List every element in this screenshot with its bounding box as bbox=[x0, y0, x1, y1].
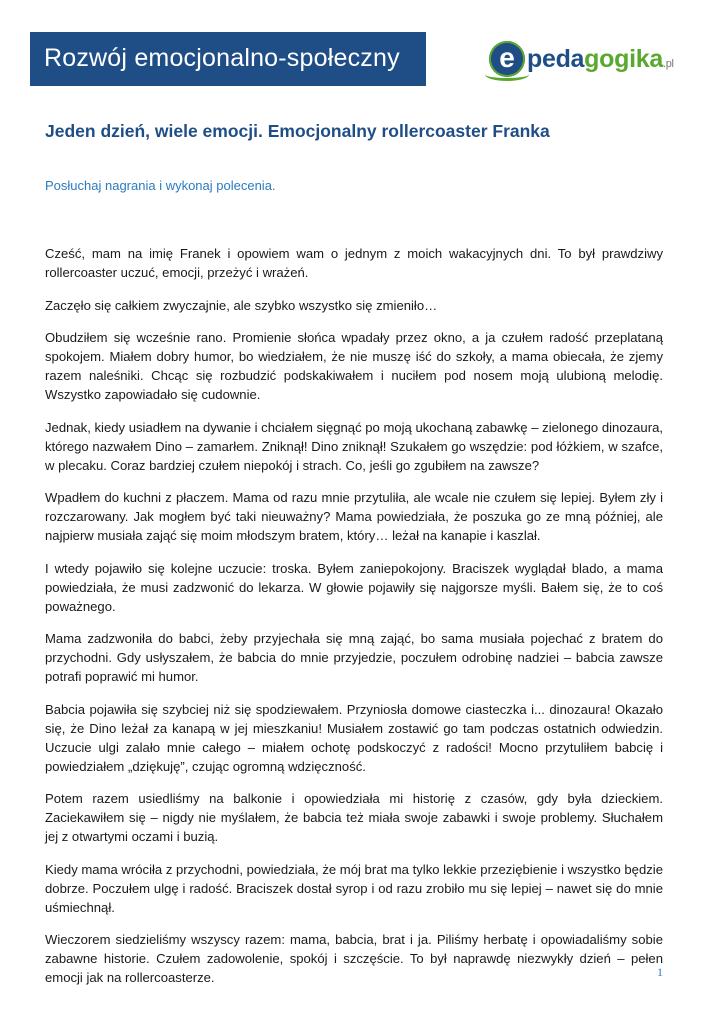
story-paragraph: Obudziłem się wcześnie rano. Promienie słońca wpadały przez okno, a ja czułem radość przeplataną spokojem. Miałem dobry humor, bo wiedziałem, że nie muszę iść do szkoły, a mama obiecała, że zjemy razem naleśniki. Chcąc się rozbudzić podskakiwałem i nuciłem pod nosem moją ulubioną melodię. Wszystko zapowiadało się cudownie. bbox=[45, 330, 663, 402]
epedagogika-logo bbox=[489, 41, 689, 81]
story-paragraph: Mama zadzwoniła do babci, żeby przyjechała się mną zająć, bo sama musiała pojechać z bratem do przychodni. Gdy usłyszałem, że babcia do mnie przyjedzie, poczułem odrobinę nadziei – babcia zawsze potrafi poprawić mi humor. bbox=[45, 631, 663, 684]
story-paragraph: Jednak, kiedy usiadłem na dywanie i chciałem sięgnąć po moją ukochaną zabawkę – zielonego dinozaura, którego nazwałem Dino – zamarłem. Zniknął! Dino zniknął! Szukałem go wszędzie: pod łóżkiem, w szafce, w plecaku. Coraz bardziej czułem niepokój i strach. Co, jeśli go zgubiłem na zawsze? bbox=[45, 419, 663, 473]
page-number: 1 bbox=[657, 965, 663, 979]
story-paragraph: Kiedy mama wróciła z przychodni, powiedziała, że mój brat ma tylko lekkie przeziębienie i wszystko będzie dobrze. Poczułem ulgę i radość. Braciszek dostał syrop i od razu zrobiło mu się lepiej – nawet się do mnie uśmiechnął. bbox=[45, 861, 663, 915]
story-paragraph: Wieczorem siedzieliśmy wszyscy razem: mama, babcia, brat i ja. Piliśmy herbatę i opowiadaliśmy sobie zabawne historie. Czułem zadowolenie, spokój i szczęście. To był naprawdę niezwykły dzień – pełen emocji jak na rollercoasterze. bbox=[45, 932, 663, 985]
header-band bbox=[30, 32, 426, 86]
document-title: Jeden dzień, wiele emocji. Emocjonalny rollercoaster Franka bbox=[45, 121, 550, 141]
instruction-text: Posłuchaj nagrania i wykonaj polecenia. bbox=[45, 178, 276, 193]
story-paragraph: Wpadłem do kuchni z płaczem. Mama od razu mnie przytuliła, ale wcale nie czułem się lepiej. Byłem zły i rozczarowany. Jak mogłem być taki nieuważny? Mama powiedziała, że poszuka go ze mną później, ale najpierw musiała zająć się moim młodszym bratem, który… leżał na kanapie i kaszlał. bbox=[45, 490, 663, 543]
story-paragraph: Zaczęło się całkiem zwyczajnie, ale szybko wszystko się zmieniło… bbox=[45, 297, 438, 313]
story-body bbox=[45, 244, 663, 1001]
story-paragraph: Babcia pojawiła się szybciej niż się spodziewałem. Przyniosła domowe ciasteczka i... dinozaura! Okazało się, że Dino leżał za kanapą w jej mieszkaniu! Musiałem zostawić go tam podczas ostatnich odwiedzin. Uczucie ulgi zalało mnie całego – miałem ochotę podskoczyć z radości! Mocno przytuliłem babcię i powiedziałem „dziękuję”, czując ogromną wdzięczność. bbox=[45, 701, 663, 774]
logo-text bbox=[527, 45, 674, 74]
logo-e-icon: e bbox=[489, 41, 525, 77]
logo-text-blue: peda bbox=[527, 45, 585, 73]
story-paragraph: Cześć, mam na imię Franek i opowiem wam o jednym z moich wakacyjnych dni. To był prawdziwy rollercoaster uczuć, emocji, przeżyć i wrażeń. bbox=[45, 246, 663, 280]
logo-suffix: .pl bbox=[662, 58, 674, 70]
story-paragraph: I wtedy pojawiło się kolejne uczucie: troska. Byłem zaniepokojony. Braciszek wyglądał blado, a mama powiedziała, że musi zadzwonić do lekarza. W głowie pojawiły się najgorsze myśli. Bałem się, że to coś poważnego. bbox=[45, 560, 663, 614]
logo-text-green: gogika bbox=[584, 45, 663, 73]
story-paragraph: Potem razem usiedliśmy na balkonie i opowiedziała mi historię z czasów, gdy była dzieckiem. Zaciekawiłem się – nigdy nie myślałem, że babcia też miała swoje zabawki i swoje problemy. Słuchałem jej z otwartymi oczami i buzią. bbox=[45, 791, 663, 844]
section-title: Rozwój emocjonalno-społeczny bbox=[44, 44, 400, 72]
